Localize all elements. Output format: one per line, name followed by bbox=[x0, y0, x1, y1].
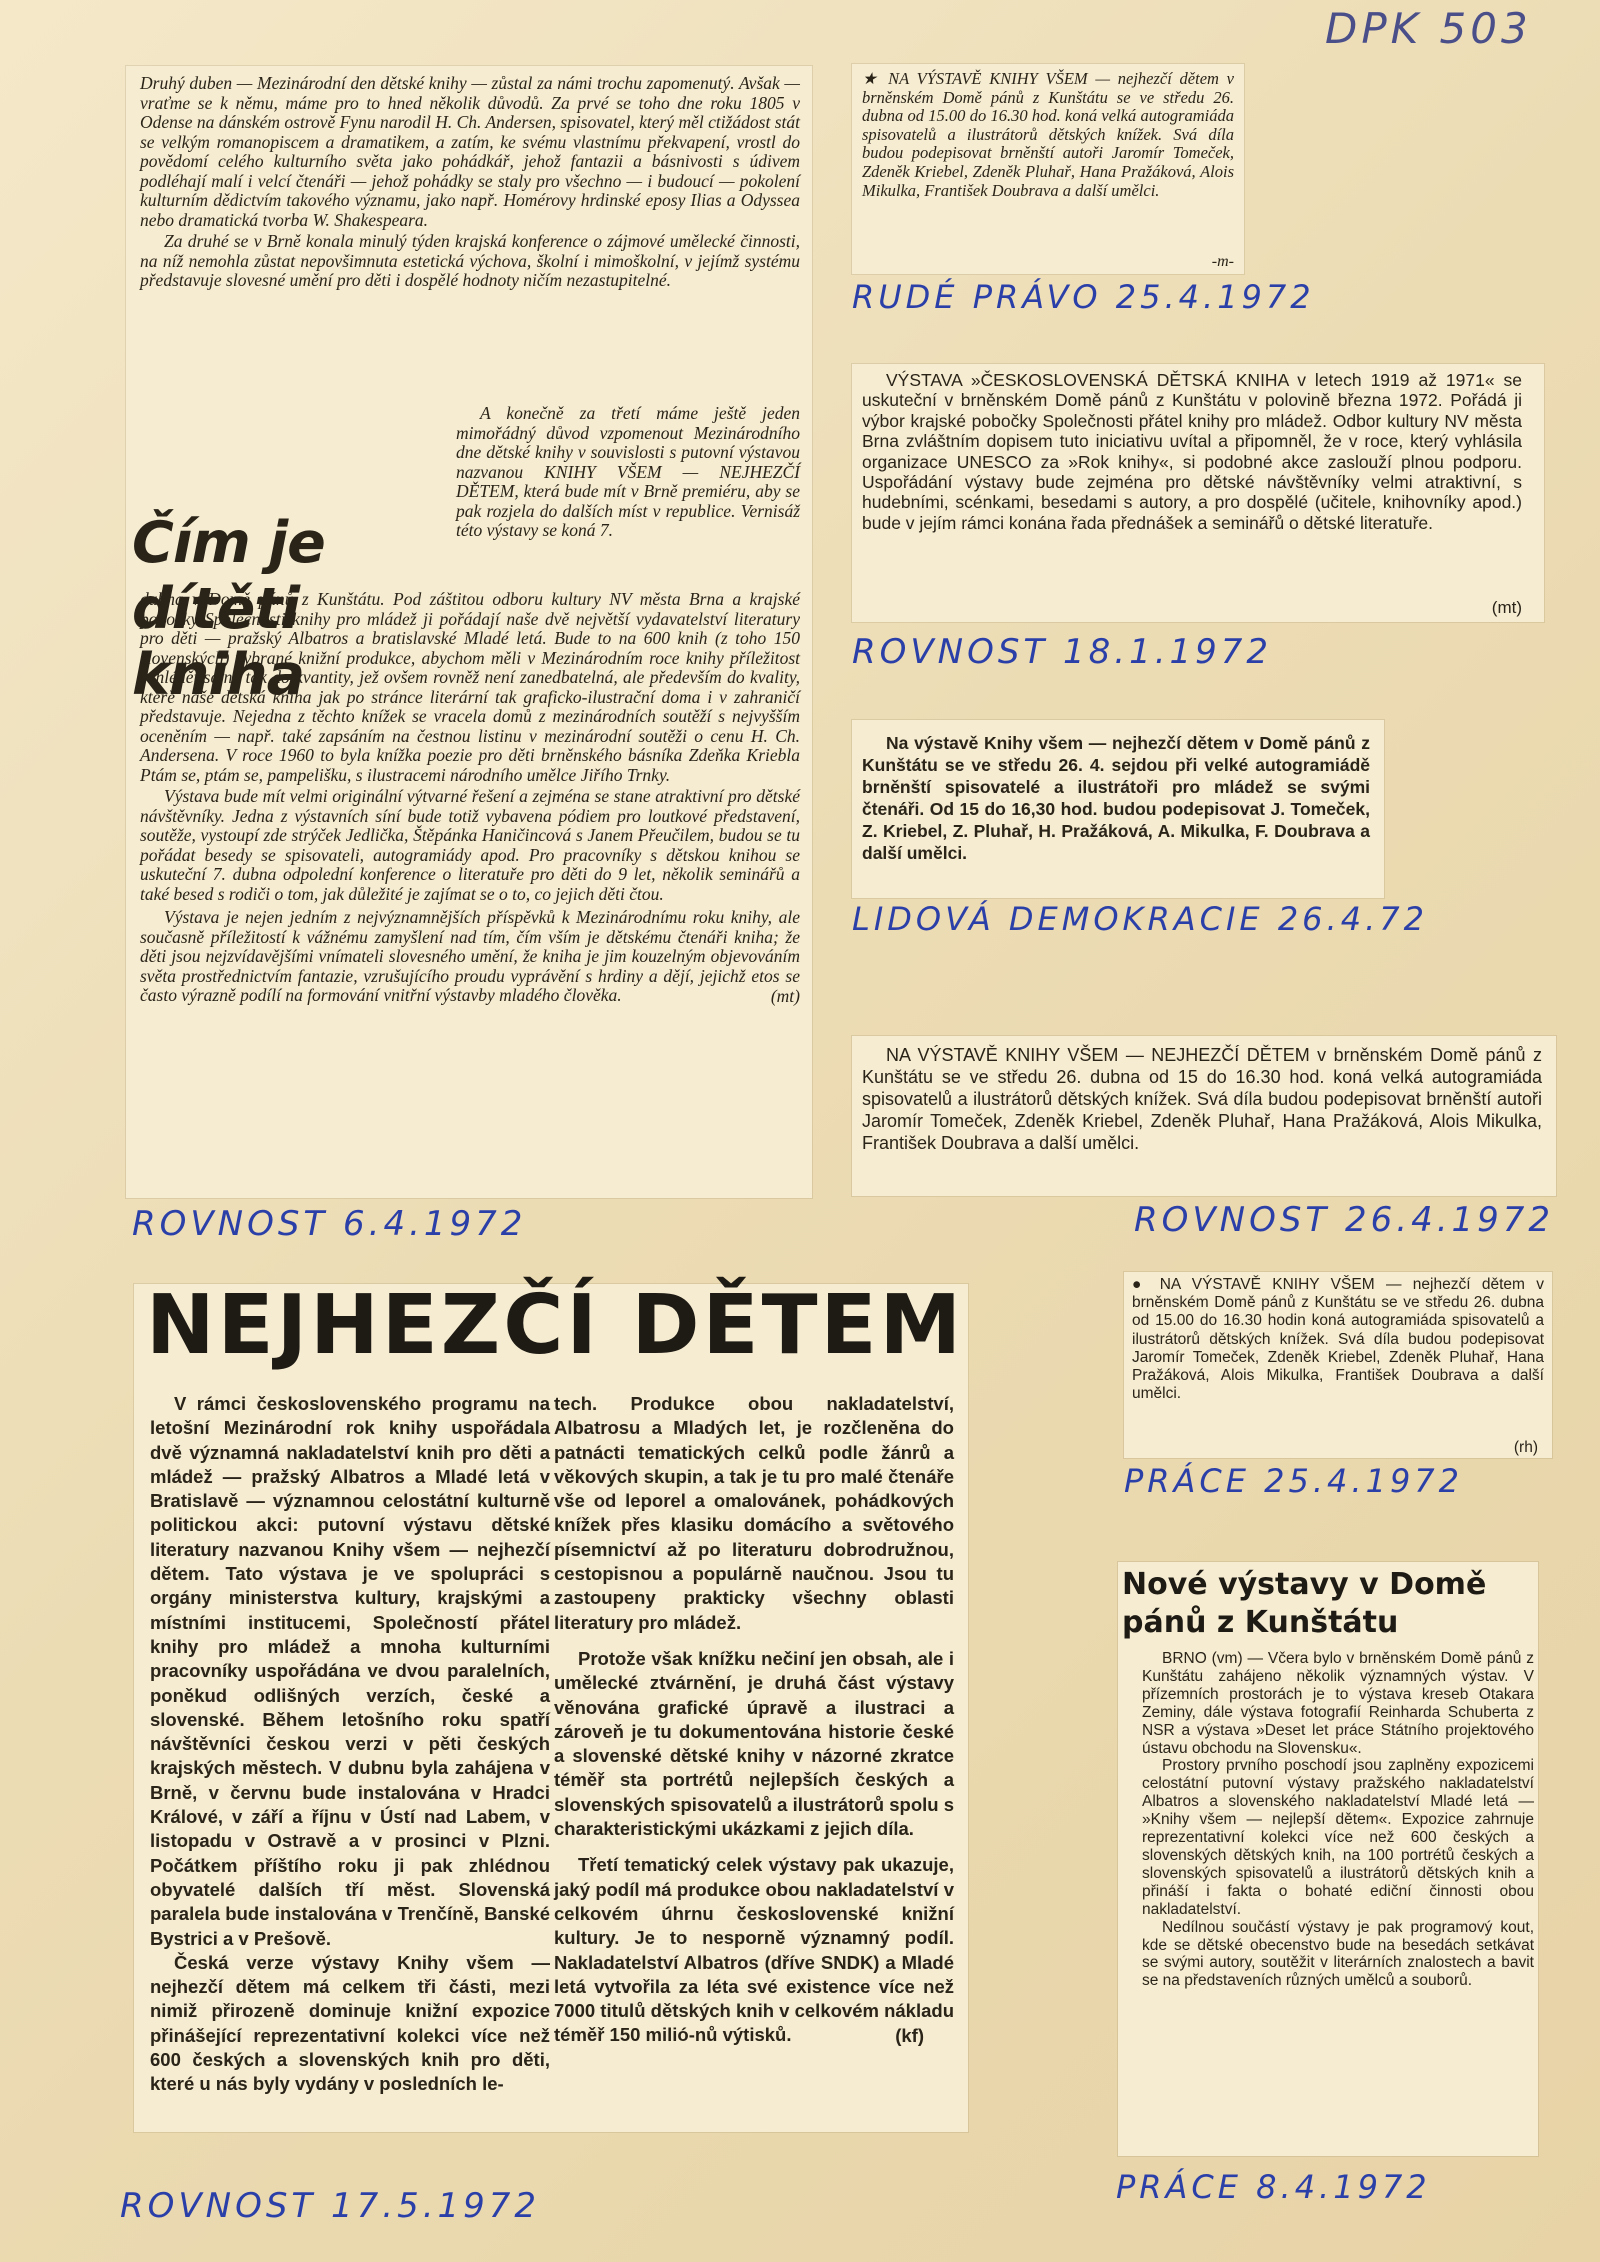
article-paragraph: Protože však knížku nečiní jen obsah, ale i umělecké ztvárnění, je druhá část výstavy věnována grafické úpravě a ilustraci a zároveň je tu dokumentována historie české a slovenské dětské knihy v názorné zkratce téměř sta portrétů nejlepších českých a slovenských spisovatelů a ilustrátorů spolu s charakteristickými ukázkami z jejich díla. bbox=[554, 1647, 954, 1840]
headline-line: dítěti kniha bbox=[132, 576, 305, 708]
article-paragraph: V rámci československého programu na letošní Mezinárodní rok knihy uspořádala dvě významná nakladatelství knih pro děti a mládež — pražský Albatros a Mladé letá v Bratislavě — významnou celostátní kulturně politickou akci: putovní výstavu dětské literatury nazvanou Knihy všem — nejhezčí dětem. Tato výstava je ve spolupráci s orgány ministerstva kultury, krajskými a místními institucemi, Společností přátel knihy pro mládež a mnoha kulturními pracovníky uspořádána ve dvou paralelních, poněkud odlišných verzích, české a slovenské. Během letošního roku spatří návštěvníci českou verzi v pěti českých krajských městech. V dubnu byla zahájena v Brně, v červnu bude instalována v Hradci Králové, v září a říjnu v Ústí nad Labem, v listopadu v Ostravě a v prosinci v Plzni. Počátkem příštího roku ji pak zhlédnou obyvatelé dalších tří měst. Slovenská paralela bude instalována v Trenčíně, Banské Bystrici a v Prešově. bbox=[150, 1393, 550, 1949]
article-paragraph: Za druhé se v Brně konala minulý týden krajská konference o zájmové umělecké činnosti, na níž nemohla zůstat nepovšimnuta estetická výchova, školní i mimoškolní, v jejímž systému představuje slovesné umění pro děti i dospělé hodnoty ničím nezastupitelné. bbox=[140, 231, 800, 290]
source-annotation: PRÁCE 25.4.1972 bbox=[1124, 1462, 1464, 1500]
article-paragraph: Na výstavě Knihy všem — nejhezčí dětem v Domě pánů z Kunštátu se ve středu 26. 4. sejdou při velké autogramiádě brněnští spisovatelé a ilustrátoři pro mládež se svými čtenáři. Od 15 do 16,30 hod. budou podepisovat J. Tomeček, Z. Kriebel, Z. Pluhař, H. Pražáková, A. Mikulka, F. Doubrava a další umělci. bbox=[862, 733, 1370, 863]
article-paragraph: Nedílnou součástí výstavy je pak programový kout, kde se dětské obecenstvo bude na besedách setkávat se svými autory, soutěžit v literárních znalostech a bavit se na představeních různých umělců a souborů. bbox=[1142, 1918, 1534, 1990]
article-paragraph: dubna v Domě pánů z Kunštátu. Pod záštitou odboru kultury NV města Brna a krajské pobočky Společnosti knihy pro mládež ji pořádají naše dvě největší vydavatelství literatury pro děti — pražský Albatros a bratislavské Mladé letá. Bude to na 600 knih (z toho 150 slovenských) vybrané knižní produkce, abychom měli v Mezinárodním roce knihy příležitost zahlédět se ne tak do kvantity, jež ovšem rovněž není zanedbatelná, ale především do kvality, kterě naše dětská kniha jak po stránce literární tak graficko-ilustrační doma i v zahraničí představuje. Nejedna z těchto knížek se vracela domů z mezinárodních soutěží s nejvyšším oceněním — např. také zapsáním na čestnou listinu v mezinárodní soutěži o cenu H. Ch. Andersena. V roce 1960 to byla knížka poezie pro děti brněnského básníka Zdeňka Kriebla Ptám se, ptám se, pampelišku, s ilustracemi národního umělce Jiřího Trnky. bbox=[140, 589, 800, 785]
source-annotation: ROVNOST 26.4.1972 bbox=[1134, 1200, 1555, 1240]
article-paragraph: Výstava bude mít velmi originální výtvarné řešení a zejména se stane atraktivní pro dětské návštěvníky. Jedna z výstavních síní bude totiž vybavena pódiem pro loutkové představení, soutěže, vystoupí zde strýček Jedlička, Štěpánka Haničincová s Janem Přeučilem, budou se tu pořádat besedy se spisovateli, autogramiády apod. Pro pracovníky s dětskou knihou se uskuteční 7. dubna odpolední konference o literatuře pro děti do 9 let, několik seminářů a také besed s rodiči o tom, jak důležité je zajímat se o to, co jejich děti čtou. bbox=[140, 786, 800, 904]
clipping-nove-vystavy bbox=[1118, 1562, 1538, 2156]
article-paragraph: NA VÝSTAVĚ KNIHY VŠEM — NEJHEZČÍ DĚTEM v brněnském Domě pánů z Kunštátu se ve středu 26. dubna od 15 do 16.30 hod. koná velká autogramiáda spisovatelů a ilustrátorů dětských knížek. Svá díla budou podepisovat brněnští autoři Jaromír Tomeček, Zdeněk Kriebel, Zdeněk Pluhař, Hana Pražáková, Alois Mikulka, František Doubrava a další umělci. bbox=[862, 1045, 1542, 1153]
article-paragraph: tech. Produkce obou nakladatelství, Albatrosu a Mladých let, je rozčleněna do patnácti tematických celků podle žánrů a věkových skupin, a tak je tu pro malé čtenáře vše od leporel a omalovánek, pohádkových knížek přes klasiku domácího a světového písemnictví až po literaturu dobrodružnou, cestopisnou a populárně naučnou. Jsou tu zastoupeny prakticky všechny oblasti literatury pro mládež. bbox=[554, 1393, 954, 1633]
article-paragraph: ● NA VÝSTAVĚ KNIHY VŠEM — nejhezčí dětem v brněnském Domě pánů z Kunštátu se ve středu 26. dubna od 15.00 do 16.30 hodin koná autogramiáda spisovatelů a ilustrátorů dětských knížek. Svá díla budou podepisovat Jaromír Tomeček, Zdeněk Kriebel, Zdeněk Pluhař, Hana Pražáková, Alois Mikulka, František Doubrava a další umělci. bbox=[1132, 1276, 1544, 1403]
source-annotation: ROVNOST 17.5.1972 bbox=[120, 2186, 541, 2226]
clipping-autogramiada-prace bbox=[1124, 1272, 1552, 1458]
article-paragraph: BRNO (vm) — Včera bylo v brněnském Domě pánů z Kunštátu zahájeno několik významných výstav. V přízemních prostorách je to výstava kreseb Otakara Zeminy, dále výstava fotografií Reinharda Schuberta z NSR a výstava »Deset let práce Státního projektového ústavu obchodu na Slovensku«. bbox=[1142, 1650, 1534, 1757]
article-paragraph: Prostory prvního poschodí jsou zaplněny expozicemi celostátní putovní výstavy pražského nakladatelství Albatros a slovenského nakladatelství Mladé letá — »Knihy všem — nejlepší dětem«. Expozice zahrnuje reprezentativní kolekci více než 600 českých a slovenských dětských knih, na 100 portrétů českých a slovenských spisovatelů a ilustrátorů dětských knih a přináší i fakta o bohaté ediční činnosti obou nakladatelství. bbox=[1142, 1757, 1534, 1918]
article-paragraph: Druhý duben — Mezinárodní den dětské knihy — zůstal za námi trochu zapomenutý. Avšak — vraťme se k němu, máme pro to hned několik důvodů. Za prvé se toho dne roku 1805 v Odense na dánském ostrově Fynu narodil H. Ch. Andersen, spisovatel, který měl ctižádost stát se velkým romanopiscem a dramatikem, a zatím, ke svému vlastnímu překvapení, vrostl do povědomí celého kulturního světa jako pohádkář, jehož fantazii a básnivosti s údivem podléhají malí i velcí čtenáři — jehož pohádky se staly pro všechno — i budoucí — pokolení kulturním dědictvím takového významu, jako např. Homérovy hrdinské eposy Ilias a Odyssea nebo dramatická tvorba W. Shakespeara. bbox=[140, 73, 800, 230]
source-annotation: RUDÉ PRÁVO 25.4.1972 bbox=[852, 278, 1315, 316]
article-signature: (mt) bbox=[770, 985, 800, 1006]
source-annotation: LIDOVÁ DEMOKRACIE 26.4.72 bbox=[852, 900, 1428, 938]
article-signature: -m- bbox=[1211, 253, 1234, 270]
article-headline: Nové výstavy v Domě pánů z Kunštátu bbox=[1122, 1567, 1487, 1640]
source-annotation: ROVNOST 18.1.1972 bbox=[852, 632, 1273, 672]
article-paragraph: ★ NA VÝSTAVĚ KNIHY VŠEM — nejhezčí dětem v brněnském Domě pánů z Kunštátu se ve středu 26. dubna od 15.00 do 16.30 hod. koná velká autogramiáda spisovatelů a ilustrátorů dětských knížek. Svá díla budou podepisovat brněnští autoři Jaromír Tomeček, Zdeněk Kriebel, Zdeněk Pluhař, Hana Pražáková, Alois Mikulka, František Doubrava a další umělci. bbox=[862, 69, 1234, 200]
article-paragraph: Výstava je nejen jedním z nejvýznamnějších příspěvků k Mezinárodnímu roku knihy, ale současně příležitostí k vážnému zamyšlení nad tím, čím vším je dětskému čtenáři kniha; že děti jsou nejzvídavějšími vnímateli slovesného umění, že kniha je jim kouzelným objevováním světa prostřednictvím fantazie, vzrušujícího proudu vyprávění s hrdiny a dějí, jejichž etos se často výrazně podílí na formování vnitřní výstavby mladého člověka. bbox=[140, 907, 800, 1005]
archive-annotation: DPK 503 bbox=[1325, 4, 1532, 53]
clipping-autogramiada-rovnost bbox=[852, 1036, 1556, 1196]
article-paragraph: Třetí tematický celek výstavy pak ukazuje, jaký podíl má produkce obou nakladatelství v celkovém úhrnu československé knižní kultury. Je to nesporně významný podíl. Nakladatelství Albatros (dříve SNDK) a Mladé letá vytvořila za léta své existence více než 7000 titulů dětských knih v celkovém nákladu téměř 150 milió-nů výtisků. bbox=[554, 1854, 954, 2046]
clipping-vystava-ceskoslovenska-detska-kniha bbox=[852, 364, 1544, 622]
clipping-autogramiada-lidova-demokracie bbox=[852, 720, 1384, 898]
source-annotation: PRÁCE 8.4.1972 bbox=[1116, 2168, 1431, 2206]
article-signature: (kf) bbox=[895, 2024, 924, 2046]
clipping-cim-je-diteti-kniha bbox=[126, 66, 812, 1198]
article-paragraph: Česká verze výstavy Knihy všem — nejhezčí dětem má celkem tři části, mezi nimiž přirozeně dominuje knižní expozice přinášející reprezentativní kolekci více než 600 českých a slovenských knih pro děti, které u nás byly vydány v posledních le- bbox=[150, 1951, 550, 2095]
article-signature: (rh) bbox=[1513, 1439, 1538, 1456]
article-paragraph: VÝSTAVA »ČESKOSLOVENSKÁ DĚTSKÁ KNIHA v letech 1919 až 1971« se uskuteční v brněnském Domě pánů z Kunštátu v polovině března 1972. Pořádá ji výbor krajské pobočky Společnosti přátel knihy pro mládež. Odbor kultury NV města Brna zvláštním dopisem tuto iniciativu uvítal a připomněl, že v roce, který vyhlásila organizace UNESCO za »Rok knihy«, si podobné akce zaslouží plnou podporu. Uspořádání výstavy bude zejména pro dětské návštěvníky velmi atraktivní, s hudebními, scénkami, besedami s autory, a pro dospělé (učitele, knihovníky apod.) bude v jejím rámci konána řada přednášek a seminářů o dětské literatuře. bbox=[862, 370, 1522, 533]
article-paragraph: A konečně za třetí máme ještě jeden mimořádný důvod vzpomenout Mezinárodního dne dětské knihy v souvislosti s putovní výstavou nazvanou KNIHY VŠEM — NEJHEZČÍ DĚTEM, která bude mít v Brně premiéru, aby se pak rozjela do dalších míst v republice. Vernisáž této výstavy se koná 7. bbox=[456, 403, 800, 540]
source-annotation: ROVNOST 6.4.1972 bbox=[132, 1204, 527, 1244]
article-signature: (mt) bbox=[1491, 598, 1522, 617]
article-headline: NEJHEZČÍ DĚTEM bbox=[146, 1278, 965, 1373]
headline-line: Čím je bbox=[132, 510, 325, 576]
clipping-nejhezci-detem bbox=[134, 1278, 968, 2132]
clipping-autogramiada-rude-pravo bbox=[852, 64, 1244, 274]
